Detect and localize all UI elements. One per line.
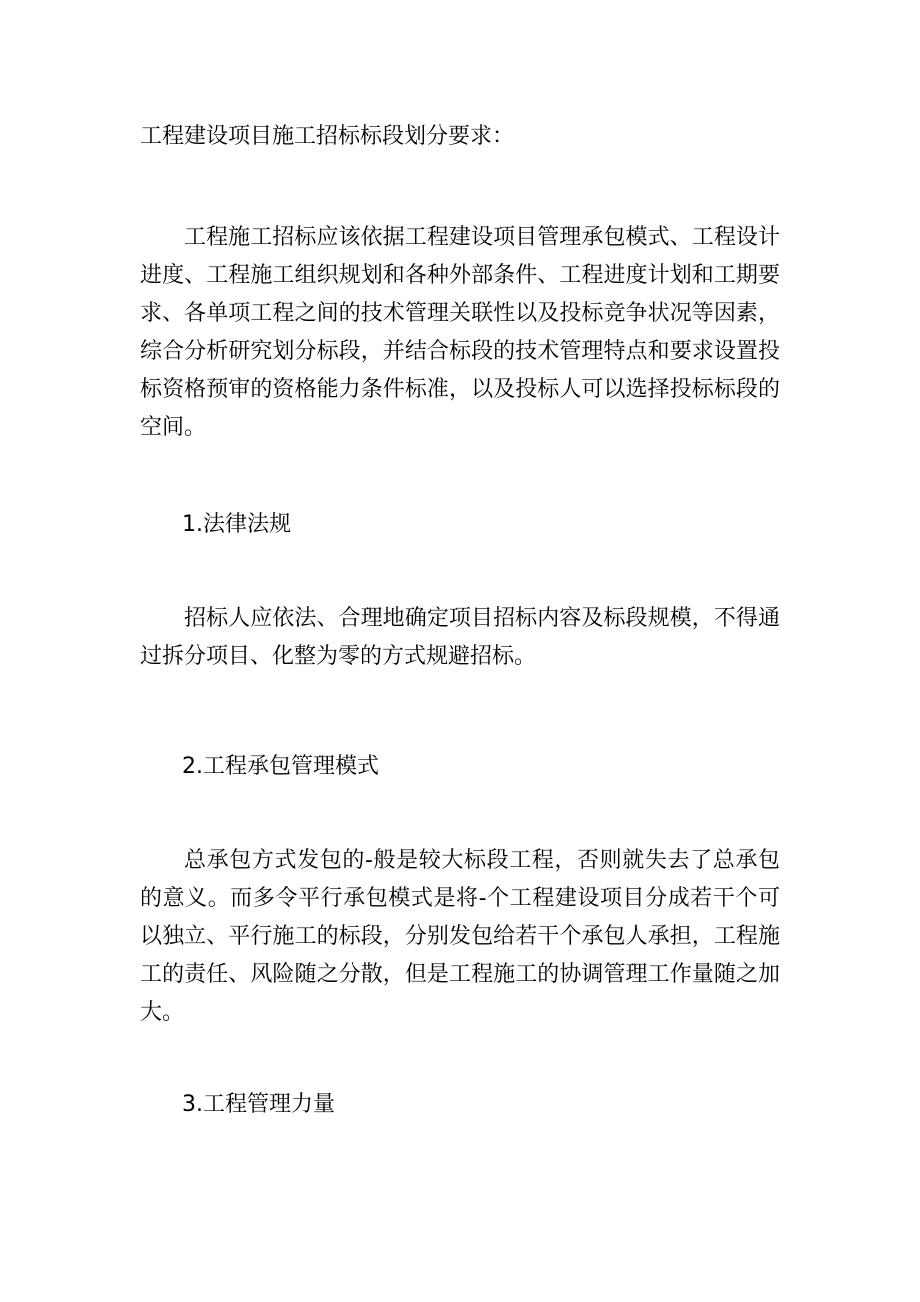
intro-paragraph: 工程施工招标应该依据工程建设项目管理承包模式、工程设计进度、工程施工组织规划和各种外部条件、工程进度计划和工期要求、各单项工程之间的技术管理关联性以及投标竞争状况等因素，综合分析研究划分标段，并结合标段的技术管理特点和要求设置投标资格预审的资格能力条件标准，以及投标人可以选择投标标段的空间。 — [140, 225, 780, 440]
section-body-2: 总承包方式发包的-般是较大标段工程，否则就失去了总承包的意义。而多令平行承包模式是将-个工程建设项目分成若干个可以独立、平行施工的标段，分别发包给若干个承包人承担，工程施工的责任、风险随之分散，但是工程施工的协调管理工作量随之加大。 — [140, 848, 780, 1025]
section-heading-2: 2.工程承包管理模式 — [182, 754, 379, 779]
section-heading-3: 3.工程管理力量 — [182, 1092, 335, 1117]
document-title: 工程建设项目施工招标标段划分要求： — [140, 124, 515, 149]
section-body-1: 招标人应依法、合理地确定项目招标内容及标段规模，不得通过拆分项目、化整为零的方式规避招标。 — [140, 606, 780, 669]
section-heading-1: 1.法律法规 — [182, 512, 291, 537]
